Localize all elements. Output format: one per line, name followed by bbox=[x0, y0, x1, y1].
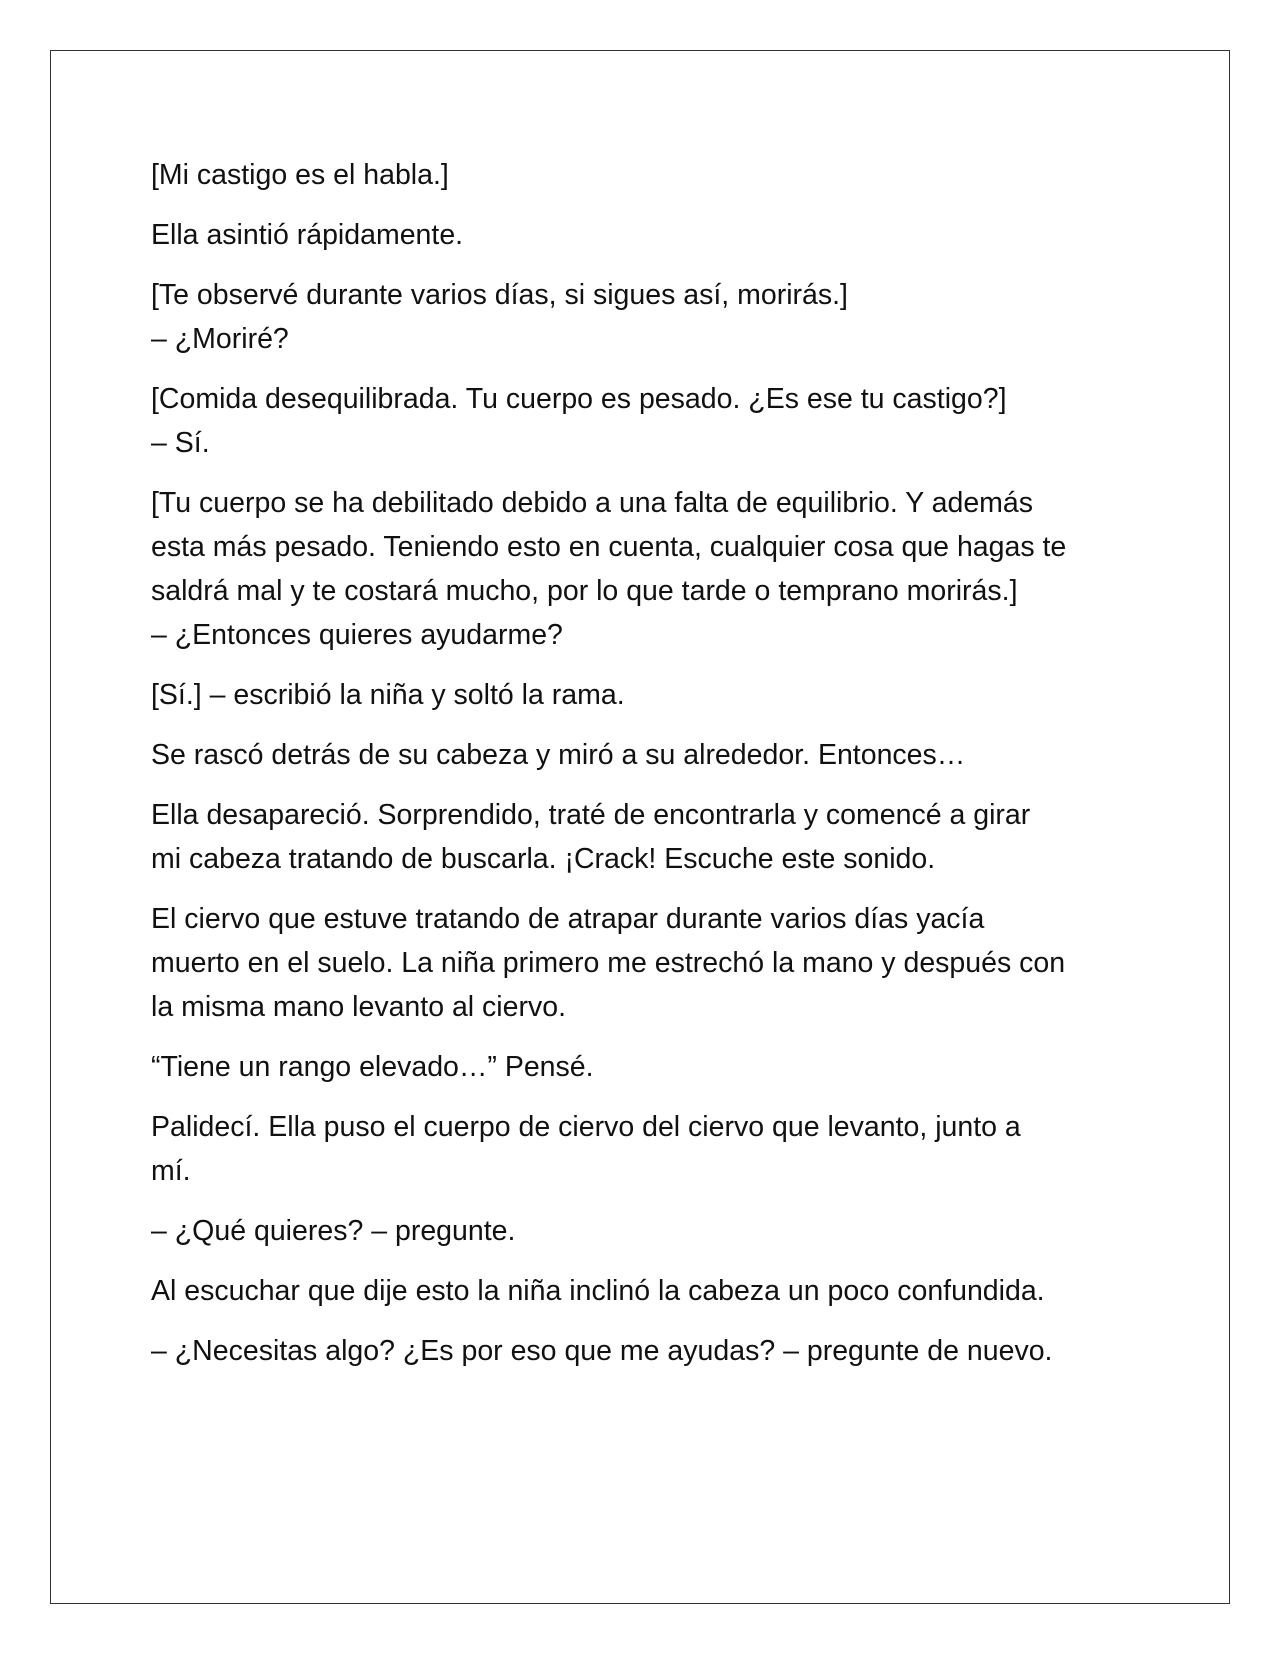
text-line: [Mi castigo es el habla.] bbox=[151, 159, 449, 191]
text-line: El ciervo que estuve tratando de atrapar durante varios días yacía bbox=[151, 903, 985, 935]
text-line: Al escuchar que dije esto la niña inclinó la cabeza un poco confundida. bbox=[151, 1275, 1045, 1307]
text-line: Ella desapareció. Sorprendido, traté de encontrarla y comencé a girar bbox=[151, 799, 1031, 831]
text-line: [Te observé durante varios días, si sigues así, morirás.] bbox=[151, 279, 848, 311]
paragraph bbox=[151, 1329, 1151, 1373]
text-line: esta más pesado. Teniendo esto en cuenta, cualquier cosa que hagas te bbox=[151, 531, 1067, 563]
text-line: muerto en el suelo. La niña primero me estrechó la mano y después con bbox=[151, 947, 1066, 979]
text-line: saldrá mal y te costará mucho, por lo que tarde o temprano morirás.] bbox=[151, 575, 1018, 607]
paragraph bbox=[151, 273, 1151, 361]
text-line: mi cabeza tratando de buscarla. ¡Crack! Escuche este sonido. bbox=[151, 843, 936, 875]
text-line: [Sí.] – escribió la niña y soltó la rama. bbox=[151, 679, 625, 711]
paragraph bbox=[151, 213, 1151, 257]
paragraph bbox=[151, 1045, 1151, 1089]
paragraph bbox=[151, 153, 1151, 197]
paragraph bbox=[151, 1209, 1151, 1253]
text-line: – Sí. bbox=[151, 427, 210, 459]
paragraph bbox=[151, 733, 1151, 777]
text-line: [Tu cuerpo se ha debilitado debido a una falta de equilibrio. Y además bbox=[151, 487, 1034, 519]
text-line: Palidecí. Ella puso el cuerpo de ciervo del ciervo que levanto, junto a bbox=[151, 1111, 1021, 1143]
document-page bbox=[50, 50, 1230, 1604]
text-line: – ¿Entonces quieres ayudarme? bbox=[151, 619, 563, 651]
paragraph bbox=[151, 1269, 1151, 1313]
text-line: Se rascó detrás de su cabeza y miró a su alrededor. Entonces… bbox=[151, 739, 966, 771]
paragraph bbox=[151, 793, 1151, 881]
paragraph bbox=[151, 1105, 1151, 1193]
text-line: Ella asintió rápidamente. bbox=[151, 219, 464, 251]
paragraph bbox=[151, 481, 1151, 657]
text-line: “Tiene un rango elevado…” Pensé. bbox=[151, 1051, 594, 1083]
page-text bbox=[151, 153, 1151, 1389]
text-line: la misma mano levanto al ciervo. bbox=[151, 991, 567, 1023]
text-line: [Comida desequilibrada. Tu cuerpo es pesado. ¿Es ese tu castigo?] bbox=[151, 383, 1007, 415]
paragraph bbox=[151, 897, 1151, 1029]
paragraph bbox=[151, 377, 1151, 465]
text-line: – ¿Necesitas algo? ¿Es por eso que me ayudas? – pregunte de nuevo. bbox=[151, 1335, 1053, 1367]
text-line: – ¿Qué quieres? – pregunte. bbox=[151, 1215, 516, 1247]
text-line: mí. bbox=[151, 1155, 191, 1187]
paragraph bbox=[151, 673, 1151, 717]
text-line: – ¿Moriré? bbox=[151, 323, 289, 355]
